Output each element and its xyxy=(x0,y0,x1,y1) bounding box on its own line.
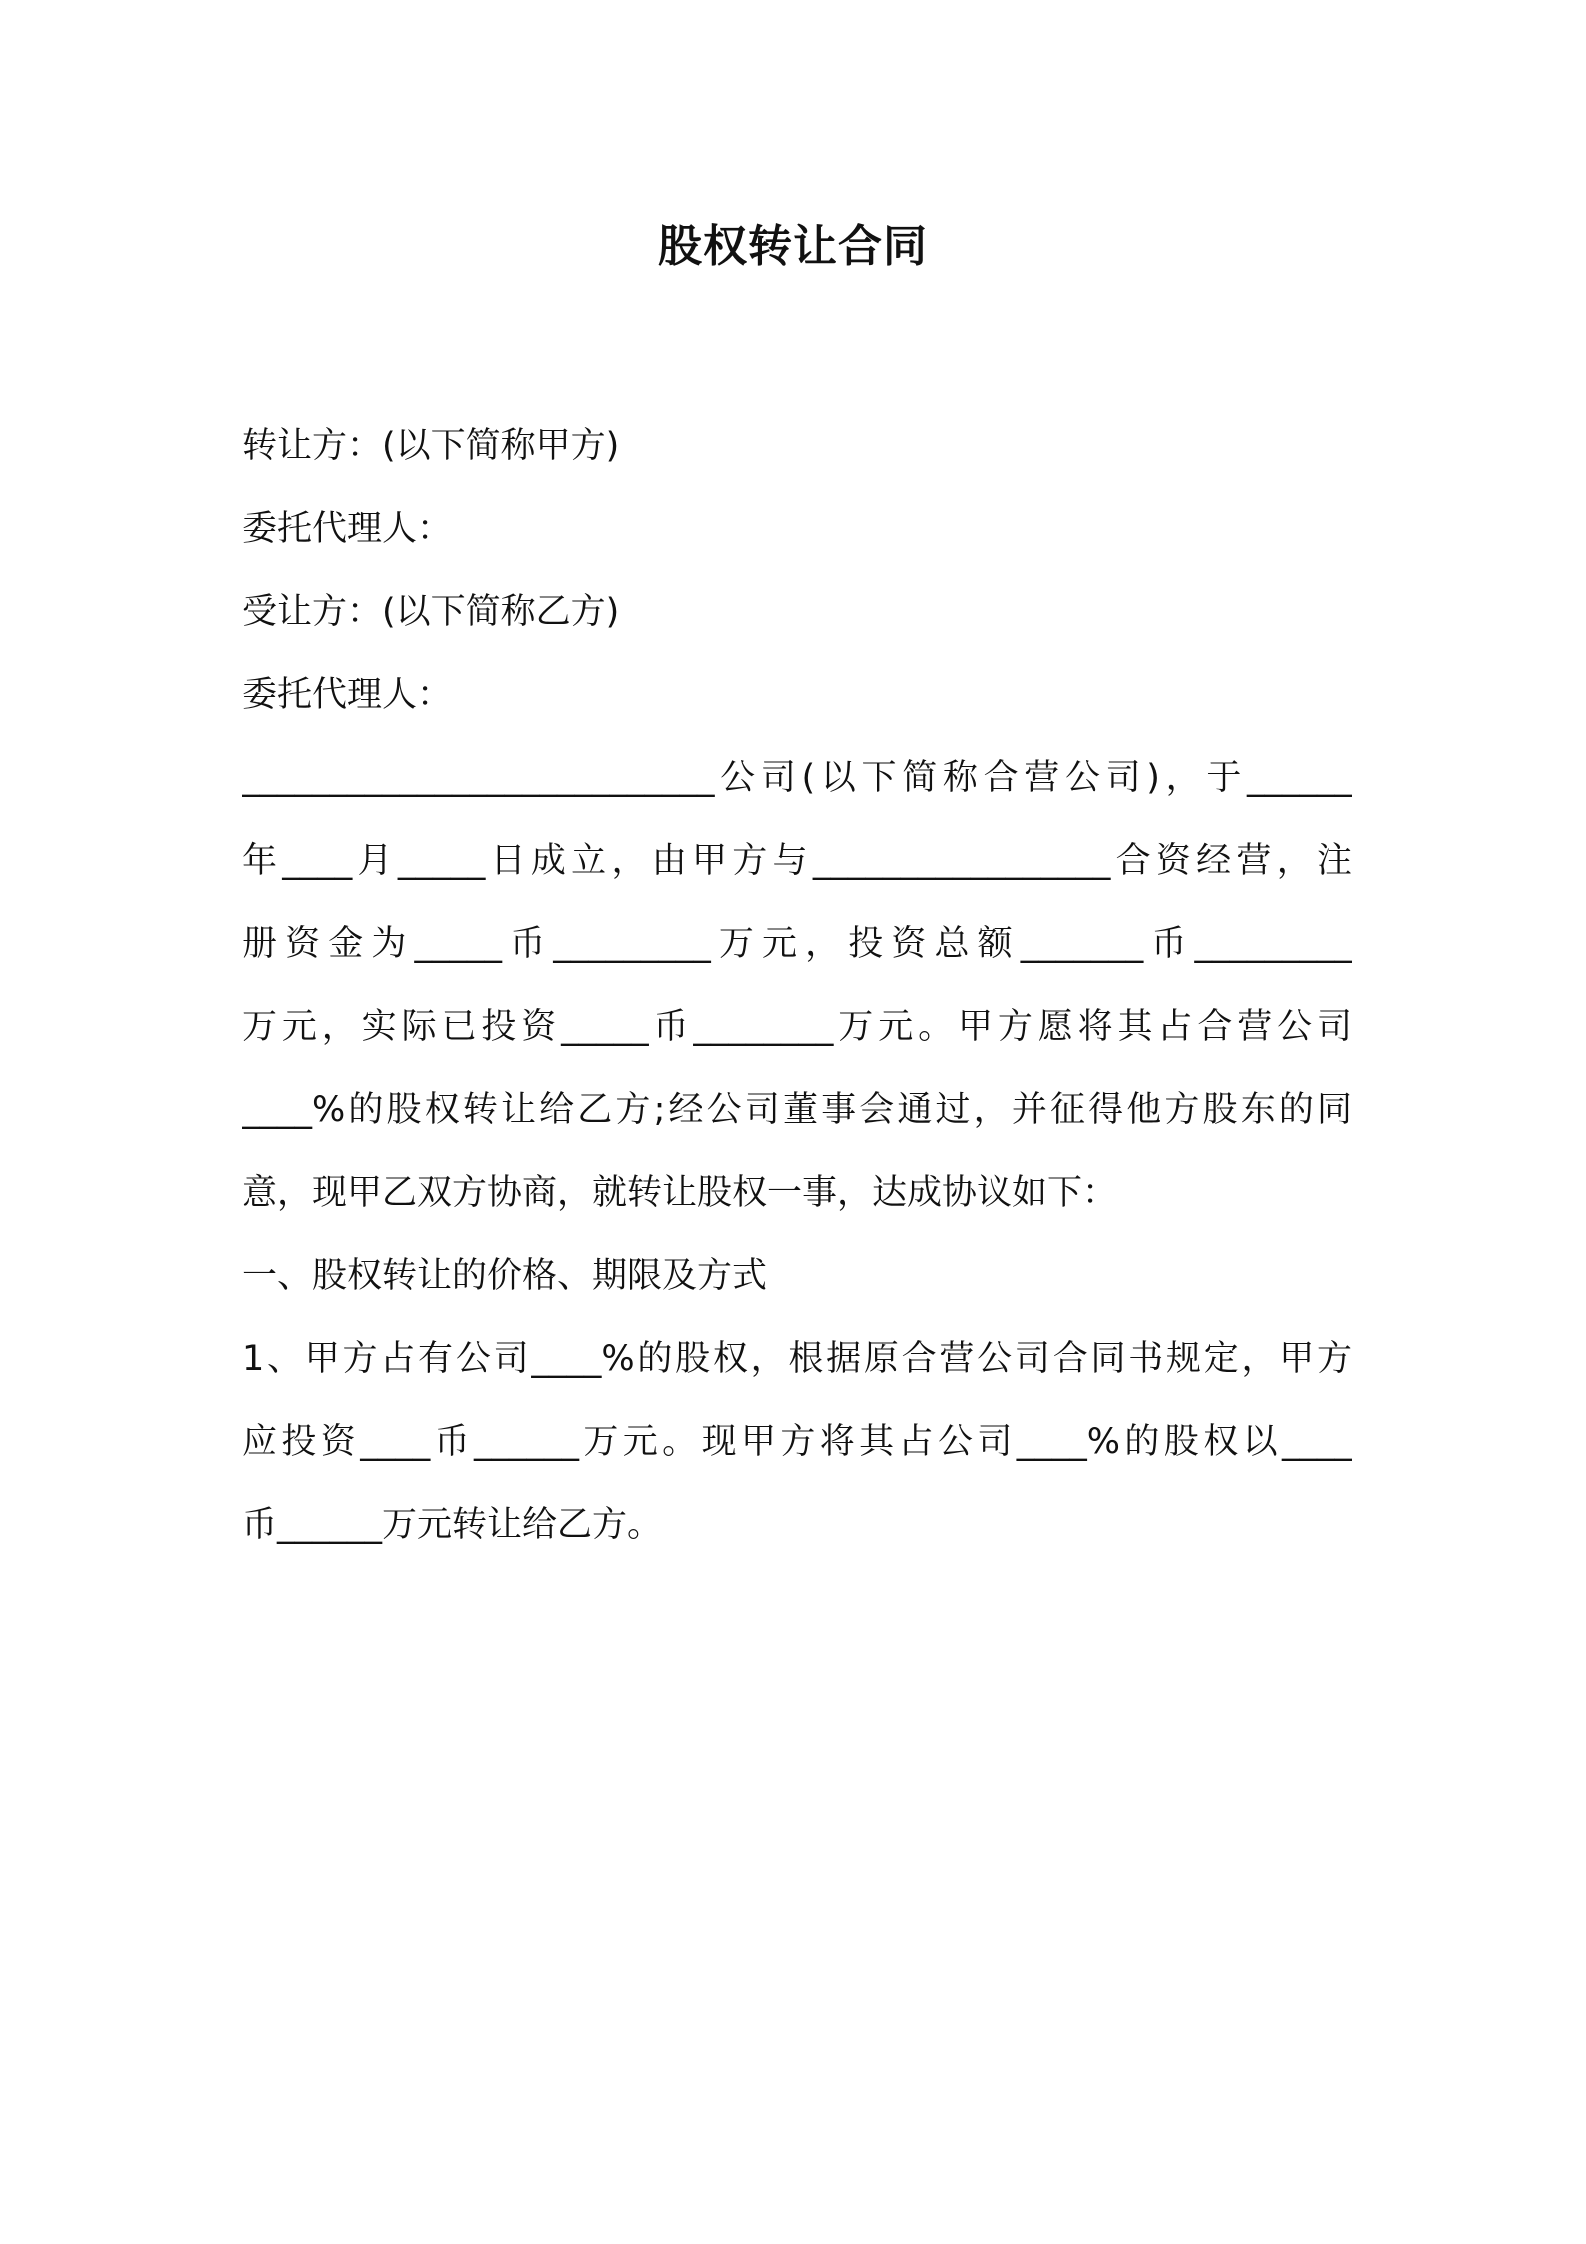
paragraph-line: 意，现甲乙双方协商，就转让股权一事，达成协议如下： xyxy=(242,1173,1118,1213)
document-title: 股权转让合同 xyxy=(658,221,928,272)
transferee-line: 受让方：(以下简称乙方) xyxy=(242,592,620,632)
transferor-agent-line: 委托代理人： xyxy=(242,509,453,549)
paragraph-line: 年____月_____日成立，由甲方与_________________合资经营，注 xyxy=(242,841,1352,881)
clause-line: 应投资____币______万元。现甲方将其占公司____%的股权以____ xyxy=(242,1422,1352,1462)
paragraph-line: ___________________________公司(以下简称合营公司)，于______ xyxy=(242,758,1352,798)
transferee-agent-line: 委托代理人： xyxy=(242,675,453,715)
document-body xyxy=(242,405,1352,1567)
transferor-line: 转让方：(以下简称甲方) xyxy=(242,426,620,466)
section-heading: 一、股权转让的价格、期限及方式 xyxy=(242,1256,768,1296)
clause-line: 币______万元转让给乙方。 xyxy=(242,1505,663,1545)
paragraph-line: 册资金为_____币_________万元，投资总额_______币_________ xyxy=(242,924,1352,964)
clause-line: 1、甲方占有公司____%的股权，根据原合营公司合同书规定，甲方 xyxy=(242,1339,1352,1379)
paragraph-line: 万元，实际已投资_____币________万元。甲方愿将其占合营公司 xyxy=(242,1007,1352,1047)
paragraph-line: ____%的股权转让给乙方;经公司董事会通过，并征得他方股东的同 xyxy=(242,1090,1352,1130)
